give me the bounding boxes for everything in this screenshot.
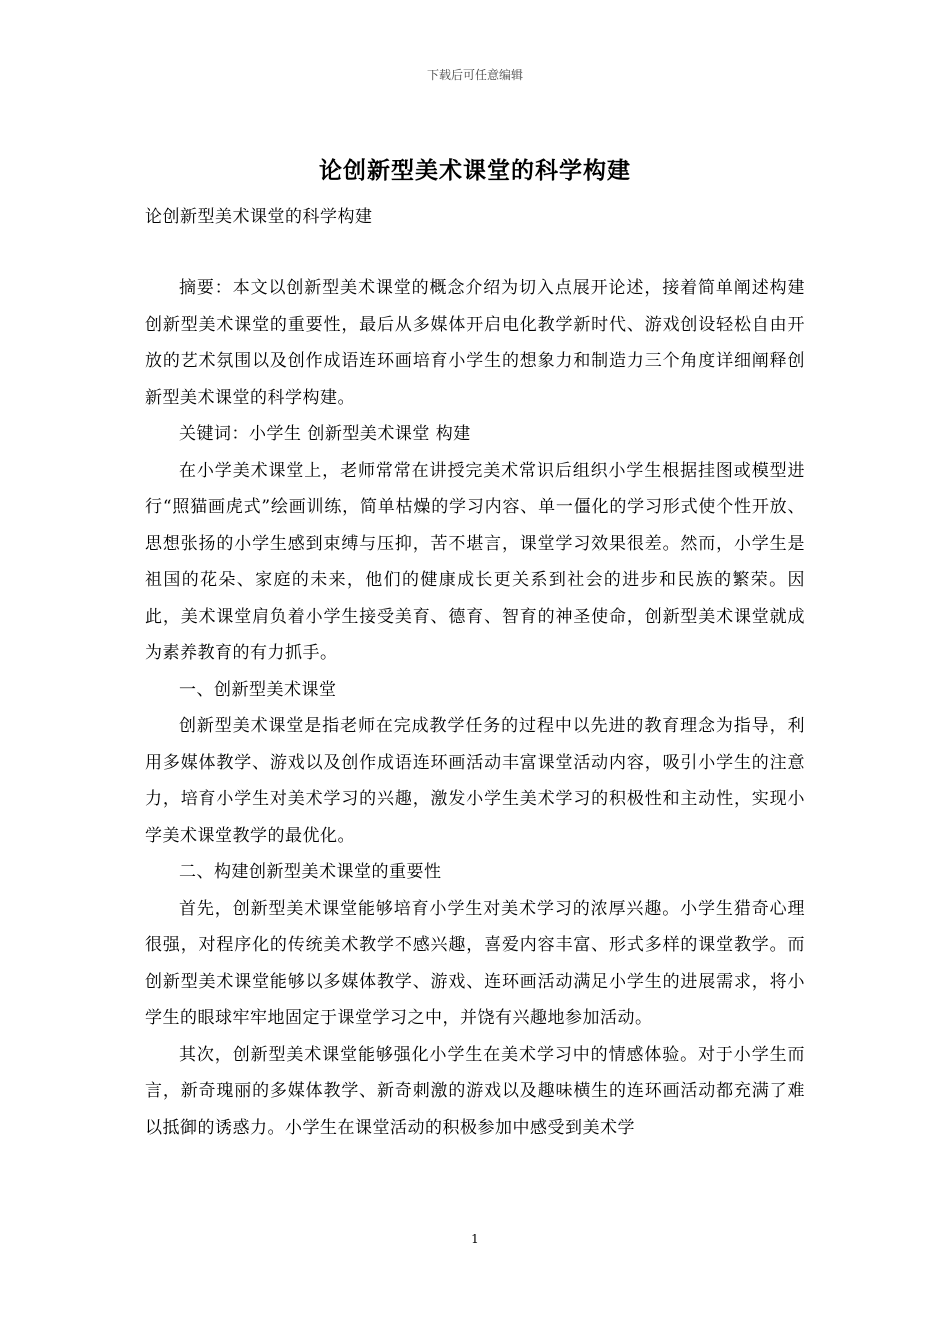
document-title: 论创新型美术课堂的科学构建 — [319, 157, 631, 184]
document-subtitle: 论创新型美术课堂的科学构建 — [145, 207, 373, 227]
section-1-paragraph: 创新型美术课堂是指老师在完成教学任务的过程中以先进的教育理念为指导，利用多媒体教学、游戏以及创作成语连环画活动丰富课堂活动内容，吸引小学生的注意力，培育小学生对美术学习的兴趣，激发小学生美术学习的积极性和主动性，实现小学美术课堂教学的最优化。 — [145, 716, 805, 846]
abstract-paragraph: 摘要：本文以创新型美术课堂的概念介绍为切入点展开论述，接着简单阐述构建创新型美术课堂的重要性，最后从多媒体开启电化教学新时代、游戏创设轻松自由开放的艺术氛围以及创作成语连环画培育小学生的想象力和制造力三个角度详细阐释创新型美术课堂的科学构建。 — [145, 278, 805, 408]
intro-paragraph: 在小学美术课堂上，老师常常在讲授完美术常识后组织小学生根据挂图或模型进行“照猫画虎式”绘画训练，简单枯燥的学习内容、单一僵化的学习形式使个性开放、思想张扬的小学生感到束缚与压抑，苦不堪言，课堂学习效果很差。然而，小学生是祖国的花朵、家庭的未来，他们的健康成长更关系到社会的进步和民族的繁荣。因此，美术课堂肩负着小学生接受美育、德育、智育的神圣使命，创新型美术课堂就成为素养教育的有力抓手。 — [145, 460, 805, 663]
section-heading-1: 一、创新型美术课堂 — [179, 679, 337, 700]
document-body — [145, 270, 805, 1146]
keywords-paragraph: 关键词：小学生 创新型美术课堂 构建 — [179, 424, 471, 444]
section-2-paragraph-1: 首先，创新型美术课堂能够培育小学生对美术学习的浓厚兴趣。小学生猎奇心理很强，对程序化的传统美术教学不感兴趣，喜爱内容丰富、形式多样的课堂教学。而创新型美术课堂能够以多媒体教学、游戏、连环画活动满足小学生的进展需求，将小学生的眼球牢牢地固定于课堂学习之中，并饶有兴趣地参加活动。 — [145, 898, 805, 1028]
page-number: 1 — [471, 1232, 479, 1246]
section-2-paragraph-2: 其次，创新型美术课堂能够强化小学生在美术学习中的情感体验。对于小学生而言，新奇瑰丽的多媒体教学、新奇刺激的游戏以及趣味横生的连环画活动都充满了难以抵御的诱惑力。小学生在课堂活动的积极参加中感受到美术学 — [145, 1044, 805, 1138]
section-heading-2: 二、构建创新型美术课堂的重要性 — [179, 862, 442, 882]
page-header-note: 下载后可任意编辑 — [426, 68, 523, 82]
